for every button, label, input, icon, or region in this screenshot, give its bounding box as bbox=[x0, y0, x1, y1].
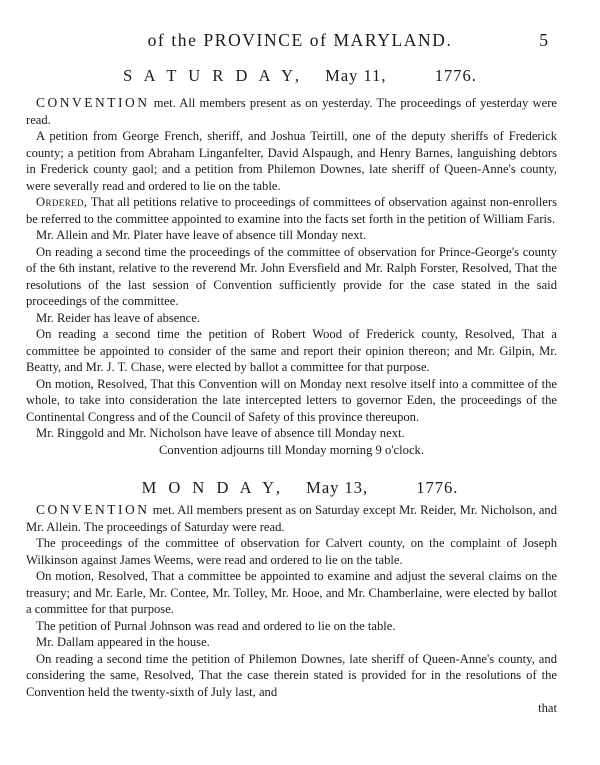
paragraph: On reading a second time the petition of Philemon Downes, late sheriff of Queen-Anne's county, and considering the same, Resolved, That the case therein stated is provided for in the resolutions of the Convention held the twenty-sixth of July last, and bbox=[26, 651, 557, 699]
paragraph: Mr. Reider has leave of absence. bbox=[36, 310, 201, 325]
catchword: that bbox=[538, 701, 557, 715]
running-title: of the PROVINCE of MARYLAND. bbox=[147, 30, 453, 50]
day-heading-saturday bbox=[0, 66, 600, 86]
paragraph: The proceedings of the committee of observation for Calvert county, on the complaint of Joseph Wilkinson against James Weems, were read and ordered to lie on the table. bbox=[26, 536, 557, 567]
year: 1776. bbox=[434, 66, 477, 85]
paragraph: Mr. Dallam appeared in the house. bbox=[36, 635, 210, 649]
monday-proceedings bbox=[26, 502, 557, 717]
paragraph: Mr. Allein and Mr. Plater have leave of absence till Monday next. bbox=[36, 228, 367, 242]
day-heading-monday bbox=[0, 478, 600, 498]
year: 1776. bbox=[416, 478, 459, 497]
paragraph: CONVENTION met. All members present as on Saturday except Mr. Reider, Mr. Nicholson, and Mr. Allein. The proceedings of Saturday were read. bbox=[26, 502, 557, 534]
weekday: M O N D A Y, bbox=[141, 478, 285, 497]
saturday-proceedings bbox=[26, 95, 557, 458]
date: May 11, bbox=[325, 66, 387, 85]
paragraph: The petition of Purnal Johnson was read and ordered to lie on the table. bbox=[36, 618, 396, 633]
paragraph: A petition from George French, sheriff, and Joshua Teirtill, one of the deputy sheriffs of Frederick county; a petition from Abraham Linganfelter, David Alspaugh, and Henry Barnes, languishing debtors in Frederick county gaol; and a petition from Philemon Downes, late sheriff of Queen-Anne's county, were severally read and ordered to lie on the table. bbox=[26, 129, 557, 193]
date: May 13, bbox=[306, 478, 369, 497]
paragraph: On motion, Resolved, That this Convention will on Monday next resolve itself into a committee of the whole, to take into consideration the late intercepted letters to governor Eden, the proceedings of the Continental Congress and of the Council of Safety of this province thereupon. bbox=[26, 376, 557, 424]
weekday: S A T U R D A Y, bbox=[123, 66, 304, 85]
paragraph: On reading a second time the proceedings of the committee of observation for Prince-George's county of the 6th instant, relative to the reverend Mr. John Eversfield and Mr. Ralph Forster, Resolved, That the resolutions of the last session of Convention sufficiently provide for the case stated in the said proceedings of the committee. bbox=[26, 244, 557, 308]
page-number: 5 bbox=[539, 30, 548, 50]
paragraph: On motion, Resolved, That a committee be appointed to examine and adjust the several claims on the treasury; and Mr. Earle, Mr. Contee, Mr. Tolley, Mr. Hooe, and Mr. Chamberlaine, were elected by ballot a committee for that purpose. bbox=[26, 569, 557, 616]
paragraph: Mr. Ringgold and Mr. Nicholson have leave of absence till Monday next. bbox=[36, 426, 405, 440]
paragraph: CONVENTION met. All members present as on yesterday. The proceedings of yesterday were read. bbox=[26, 95, 557, 127]
paragraph: Ordered, That all petitions relative to proceedings of committees of observation against non-enrollers be referred to the committee appointed to examine into the facts set forth in the petition of William Faris. bbox=[26, 195, 557, 226]
paragraph: On reading a second time the petition of Robert Wood of Frederick county, Resolved, That a committee be appointed to consider of the same and report their opinion thereon; and Mr. Gilpin, Mr. Beatty, and Mr. J. T. Chase, were elected by ballot a committee for that purpose. bbox=[26, 327, 557, 374]
adjournment: Convention adjourns till Monday morning 9 o'clock. bbox=[159, 442, 424, 457]
